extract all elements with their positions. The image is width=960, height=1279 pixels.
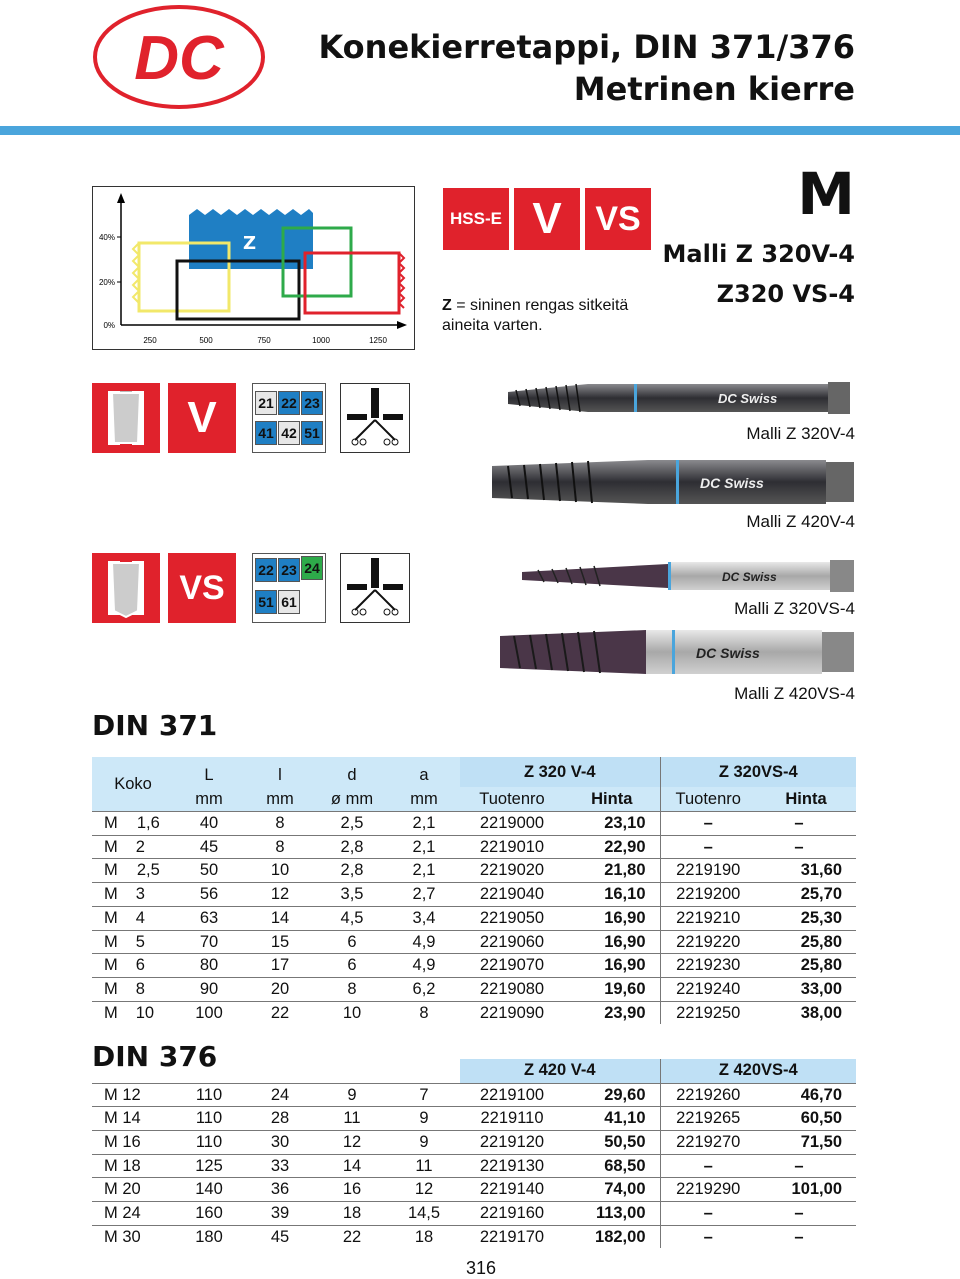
cell-hinta-v: 29,60: [564, 1083, 660, 1107]
cell-tuotenro-vs: 2219250: [676, 1003, 741, 1022]
material-cell: 23: [301, 391, 323, 415]
cell-hinta-v: 50,50: [564, 1130, 660, 1154]
cell-koko: M 12: [104, 1085, 141, 1104]
size-value: 2,5: [136, 861, 160, 880]
header-L: L: [204, 766, 214, 785]
size-prefix: M: [104, 932, 118, 951]
tap-label: Malli Z 420VS-4: [734, 684, 855, 703]
cutting-speed-chart: [92, 186, 415, 350]
chip-flow-icon: [340, 553, 410, 623]
tap-image-z320v4: [496, 378, 856, 418]
cell-d: 3,5: [340, 885, 364, 904]
cell-hinta-vs: –: [794, 1204, 804, 1223]
cell-L: 56: [199, 885, 219, 904]
cell-d: 11: [343, 1109, 361, 1128]
chart-xtick: 250: [143, 336, 157, 345]
thread-type-letter: M: [797, 160, 855, 228]
cell-d: 4,5: [340, 908, 364, 927]
table-row: [92, 835, 856, 859]
tap-label: Malli Z 420V-4: [746, 512, 855, 531]
chart-ytick: 0%: [103, 321, 115, 330]
chart-xtick: 1250: [369, 336, 387, 345]
din-371-table: [92, 757, 856, 1024]
chart-xtick: 750: [257, 336, 271, 345]
cell-hinta-vs: 25,70: [800, 885, 842, 904]
material-cell: 22: [278, 391, 300, 415]
cell-koko: [92, 977, 174, 1001]
cell-l: 10: [270, 861, 290, 880]
v-type-badge: V: [168, 383, 236, 453]
size-value: 10: [135, 1003, 155, 1022]
z-ring-note: [442, 296, 628, 336]
cell-koko: [92, 883, 174, 907]
cell-tuotenro-v: 2219000: [479, 814, 545, 832]
cell-L: 110: [195, 1109, 223, 1128]
cell-d: 6: [347, 956, 357, 975]
cell-koko: M 24: [104, 1204, 141, 1223]
chart-zone-label: Z: [243, 233, 257, 254]
material-cell: 41: [255, 421, 277, 445]
cell-hinta-v: 23,10: [564, 812, 660, 836]
cell-koko: M 20: [104, 1180, 141, 1199]
header-unit: ø mm: [330, 789, 374, 808]
header-group-vs: Z 420VS-4: [660, 1059, 856, 1083]
cell-d: 8: [347, 979, 357, 998]
cell-a: 9: [419, 1109, 429, 1128]
model-line-2: Z320 VS-4: [716, 280, 855, 308]
chip-flow-icon: [340, 383, 410, 453]
size-prefix: M: [104, 979, 118, 998]
cell-d: 22: [342, 1227, 362, 1246]
note-bold: Z: [442, 297, 452, 314]
cell-tuotenro-v: 2219090: [479, 1003, 545, 1022]
cell-koko: [92, 954, 174, 978]
header-koko: Koko: [114, 774, 152, 793]
cell-hinta-vs: 101,00: [791, 1180, 842, 1199]
material-grid-v: [252, 383, 326, 453]
cell-a: 18: [414, 1227, 434, 1246]
cell-tuotenro-v: 2219130: [479, 1156, 545, 1175]
table-row: [92, 1225, 856, 1248]
table-row: [92, 1202, 856, 1226]
table-row: [92, 1154, 856, 1178]
cell-tuotenro-v: 2219080: [479, 979, 545, 998]
cell-hinta-vs: 25,80: [800, 956, 842, 975]
tap-label: Malli Z 320V-4: [746, 424, 855, 443]
header-divider: [0, 126, 960, 135]
material-cell: 24: [301, 556, 323, 580]
cell-L: 100: [195, 1003, 223, 1022]
cell-tuotenro-vs: 2219240: [676, 979, 741, 998]
cell-d: 10: [342, 1003, 362, 1022]
note-line-2: aineita varten.: [442, 317, 543, 334]
header-unit: mm: [410, 789, 438, 808]
header-hinta: Hinta: [785, 789, 827, 808]
cell-d: 2,5: [340, 814, 364, 832]
cell-L: 180: [195, 1227, 223, 1246]
cell-hinta-vs: 46,70: [800, 1085, 842, 1104]
cell-l: 36: [270, 1180, 290, 1199]
cell-tuotenro-v: 2219070: [479, 956, 545, 975]
chart-xtick: 500: [199, 336, 213, 345]
header-d: d: [347, 766, 357, 785]
cell-d: 14: [342, 1156, 362, 1175]
cell-koko: [92, 930, 174, 954]
cell-hinta-v: 74,00: [564, 1178, 660, 1202]
tap-brand: DC Swiss: [718, 391, 778, 406]
size-prefix: M: [104, 908, 118, 927]
cell-l: 39: [270, 1204, 290, 1223]
cell-l: 33: [270, 1156, 290, 1175]
hss-e-badge: HSS-E: [443, 188, 509, 250]
cell-L: 110: [195, 1132, 223, 1151]
cell-hinta-v: 23,90: [564, 1001, 660, 1024]
table-row: [92, 812, 856, 836]
cell-hinta-vs: –: [794, 837, 804, 856]
size-prefix: M: [104, 956, 118, 975]
cell-tuotenro-v: 2219050: [479, 908, 545, 927]
cell-L: 160: [195, 1204, 223, 1223]
size-prefix: M: [104, 885, 118, 904]
cell-koko: [92, 835, 174, 859]
material-cell: 51: [301, 421, 323, 445]
cell-a: 9: [419, 1132, 429, 1151]
header-group-v: Z 420 V-4: [460, 1059, 660, 1083]
cell-a: 2,1: [412, 837, 436, 856]
cell-tuotenro-vs: 2219230: [676, 956, 741, 975]
cell-a: 2,7: [412, 885, 436, 904]
material-cell: 42: [278, 421, 300, 445]
header-group-vs: Z 320VS-4: [660, 757, 856, 787]
cell-a: 12: [414, 1180, 434, 1199]
cell-hinta-v: 16,90: [564, 930, 660, 954]
size-prefix: M: [104, 837, 118, 856]
cell-tuotenro-vs: 2219220: [676, 932, 741, 951]
cell-tuotenro-vs: 2219190: [676, 861, 741, 880]
cell-tuotenro-vs: –: [703, 1227, 713, 1246]
chart-ytick: 40%: [98, 233, 115, 242]
cell-tuotenro-v: 2219110: [480, 1109, 544, 1128]
cell-L: 40: [199, 814, 219, 832]
cell-hinta-vs: –: [794, 814, 804, 832]
cell-l: 14: [270, 908, 290, 927]
table-row: [92, 954, 856, 978]
cell-a: 8: [419, 1003, 429, 1022]
cell-tuotenro-v: 2219020: [479, 861, 545, 880]
cell-L: 110: [195, 1085, 223, 1104]
tap-brand: DC Swiss: [696, 645, 760, 661]
cell-l: 8: [275, 814, 285, 832]
cell-tuotenro-v: 2219100: [479, 1085, 545, 1104]
cell-d: 2,8: [340, 861, 364, 880]
cell-l: 30: [270, 1132, 290, 1151]
cell-hinta-vs: –: [794, 1227, 804, 1246]
chart-ytick: 20%: [98, 278, 115, 287]
tap-image-z420vs4: [496, 628, 856, 676]
size-value: 4: [135, 908, 145, 927]
table-row: [92, 1178, 856, 1202]
cell-hinta-vs: 25,80: [800, 932, 842, 951]
cell-tuotenro-v: 2219120: [479, 1132, 545, 1151]
dc-logo: [92, 4, 267, 110]
cell-tuotenro-vs: 2219290: [676, 1180, 741, 1199]
cell-hinta-v: 19,60: [564, 977, 660, 1001]
cell-l: 45: [270, 1227, 290, 1246]
cell-L: 90: [199, 979, 219, 998]
din-376-table: [92, 1059, 856, 1248]
cell-hinta-vs: 25,30: [800, 908, 842, 927]
cell-tuotenro-vs: –: [703, 814, 713, 832]
cell-d: 16: [342, 1180, 362, 1199]
header-tuotenro: Tuotenro: [479, 789, 545, 808]
cell-a: 3,4: [412, 908, 436, 927]
cell-hinta-vs: –: [794, 1156, 804, 1175]
cell-hinta-v: 16,90: [564, 954, 660, 978]
cell-hinta-vs: 38,00: [800, 1003, 842, 1022]
cell-d: 12: [342, 1132, 362, 1151]
cell-hinta-v: 21,80: [564, 859, 660, 883]
cell-hinta-v: 182,00: [564, 1225, 660, 1248]
cell-l: 12: [270, 885, 290, 904]
v-badge: V: [514, 188, 580, 250]
tap-brand: DC Swiss: [722, 570, 777, 584]
vs-badge: VS: [585, 188, 651, 250]
cell-d: 2,8: [340, 837, 364, 856]
blind-hole-icon: [92, 383, 160, 453]
material-cell: 23: [278, 558, 300, 582]
cell-tuotenro-vs: –: [703, 1204, 713, 1223]
cell-tuotenro-vs: 2219200: [676, 885, 741, 904]
material-cell: 22: [255, 558, 277, 582]
cell-tuotenro-v: 2219010: [479, 837, 545, 856]
size-value: 2: [135, 837, 145, 856]
din-376-title: DIN 376: [92, 1040, 218, 1073]
cell-koko: M 14: [104, 1109, 141, 1128]
cell-L: 140: [195, 1180, 223, 1199]
cell-tuotenro-v: 2219140: [479, 1180, 545, 1199]
cell-l: 28: [270, 1109, 290, 1128]
header-unit: mm: [266, 789, 294, 808]
cell-hinta-vs: 71,50: [800, 1132, 842, 1151]
tap-brand: DC Swiss: [700, 475, 764, 491]
cell-d: 9: [347, 1085, 357, 1104]
size-value: 3: [135, 885, 145, 904]
table-row: [92, 906, 856, 930]
table-row: [92, 930, 856, 954]
size-value: 5: [135, 932, 145, 951]
cell-koko: [92, 812, 174, 836]
header-l: l: [278, 766, 282, 785]
cell-l: 8: [275, 837, 285, 856]
size-value: 1,6: [136, 814, 160, 832]
cell-l: 24: [270, 1085, 290, 1104]
size-prefix: M: [104, 861, 118, 880]
cell-hinta-v: 22,90: [564, 835, 660, 859]
page-subtitle: Metrinen kierre: [573, 70, 855, 108]
material-cell: 21: [255, 391, 277, 415]
material-cell: 61: [278, 590, 300, 614]
cell-a: 7: [419, 1085, 429, 1104]
model-line-1: Malli Z 320V-4: [662, 240, 855, 268]
tap-label: Malli Z 320VS-4: [734, 599, 855, 618]
material-cell: 51: [255, 590, 277, 614]
cell-hinta-v: 113,00: [564, 1202, 660, 1226]
size-prefix: M: [104, 1003, 118, 1022]
vs-type-badge: VS: [168, 553, 236, 623]
table-row: [92, 1130, 856, 1154]
cell-tuotenro-v: 2219170: [479, 1227, 545, 1246]
cell-a: 4,9: [412, 956, 436, 975]
cell-tuotenro-vs: 2219210: [676, 908, 741, 927]
cell-l: 20: [270, 979, 290, 998]
cell-koko: [92, 906, 174, 930]
cell-hinta-v: 68,50: [564, 1154, 660, 1178]
size-value: 8: [135, 979, 145, 998]
cell-koko: M 16: [104, 1132, 141, 1151]
table-row: [92, 1083, 856, 1107]
page-number: 316: [466, 1258, 497, 1278]
cell-a: 14,5: [407, 1204, 441, 1223]
cell-koko: M 30: [104, 1227, 141, 1246]
cell-koko: [92, 859, 174, 883]
cell-tuotenro-v: 2219060: [479, 932, 545, 951]
cell-L: 125: [195, 1156, 223, 1175]
cell-hinta-vs: 33,00: [800, 979, 842, 998]
table-row: [92, 1001, 856, 1024]
page-title: Konekierretappi, DIN 371/376: [318, 28, 855, 66]
size-value: 6: [135, 956, 145, 975]
cell-a: 6,2: [412, 979, 436, 998]
table-row: [92, 859, 856, 883]
cell-a: 4,9: [412, 932, 436, 951]
cell-tuotenro-vs: 2219270: [676, 1132, 741, 1151]
cell-hinta-v: 16,10: [564, 883, 660, 907]
cell-tuotenro-v: 2219040: [479, 885, 545, 904]
header-tuotenro: Tuotenro: [675, 789, 741, 808]
cell-tuotenro-v: 2219160: [479, 1204, 545, 1223]
cell-d: 6: [347, 932, 357, 951]
cell-tuotenro-vs: –: [703, 837, 713, 856]
cell-L: 70: [199, 932, 219, 951]
cell-tuotenro-vs: 2219265: [676, 1109, 741, 1128]
cell-L: 45: [199, 837, 219, 856]
material-grid-vs: [252, 553, 326, 623]
header-unit: mm: [195, 789, 223, 808]
cell-L: 80: [199, 956, 219, 975]
cell-l: 15: [270, 932, 290, 951]
cell-d: 18: [342, 1204, 362, 1223]
cell-hinta-v: 16,90: [564, 906, 660, 930]
table-row: [92, 977, 856, 1001]
cell-koko: M 18: [104, 1156, 141, 1175]
cell-a: 2,1: [412, 814, 436, 832]
chart-xtick: 1000: [312, 336, 330, 345]
table-row: [92, 883, 856, 907]
din-371-title: DIN 371: [92, 709, 218, 742]
cell-tuotenro-vs: 2219260: [676, 1085, 741, 1104]
cell-L: 63: [199, 908, 219, 927]
tap-image-z320vs4: [518, 556, 856, 596]
header-group-v: Z 320 V-4: [460, 757, 660, 787]
cell-koko: [92, 1001, 174, 1024]
logo-text: DC: [134, 24, 224, 93]
through-hole-icon: [92, 553, 160, 623]
header-a: a: [419, 766, 429, 785]
cell-tuotenro-vs: –: [703, 1156, 713, 1175]
cell-a: 2,1: [412, 861, 436, 880]
tap-image-z420v4: [488, 458, 856, 506]
table-row: [92, 1107, 856, 1131]
cell-l: 17: [270, 956, 290, 975]
cell-hinta-vs: 60,50: [800, 1109, 842, 1128]
cell-hinta-vs: 31,60: [800, 861, 842, 880]
cell-l: 22: [270, 1003, 290, 1022]
note-line-1: = sininen rengas sitkeitä: [451, 297, 629, 314]
size-prefix: M: [104, 814, 118, 832]
cell-a: 11: [415, 1156, 433, 1175]
cell-hinta-v: 41,10: [564, 1107, 660, 1131]
header-hinta: Hinta: [564, 787, 660, 812]
cell-L: 50: [199, 861, 219, 880]
